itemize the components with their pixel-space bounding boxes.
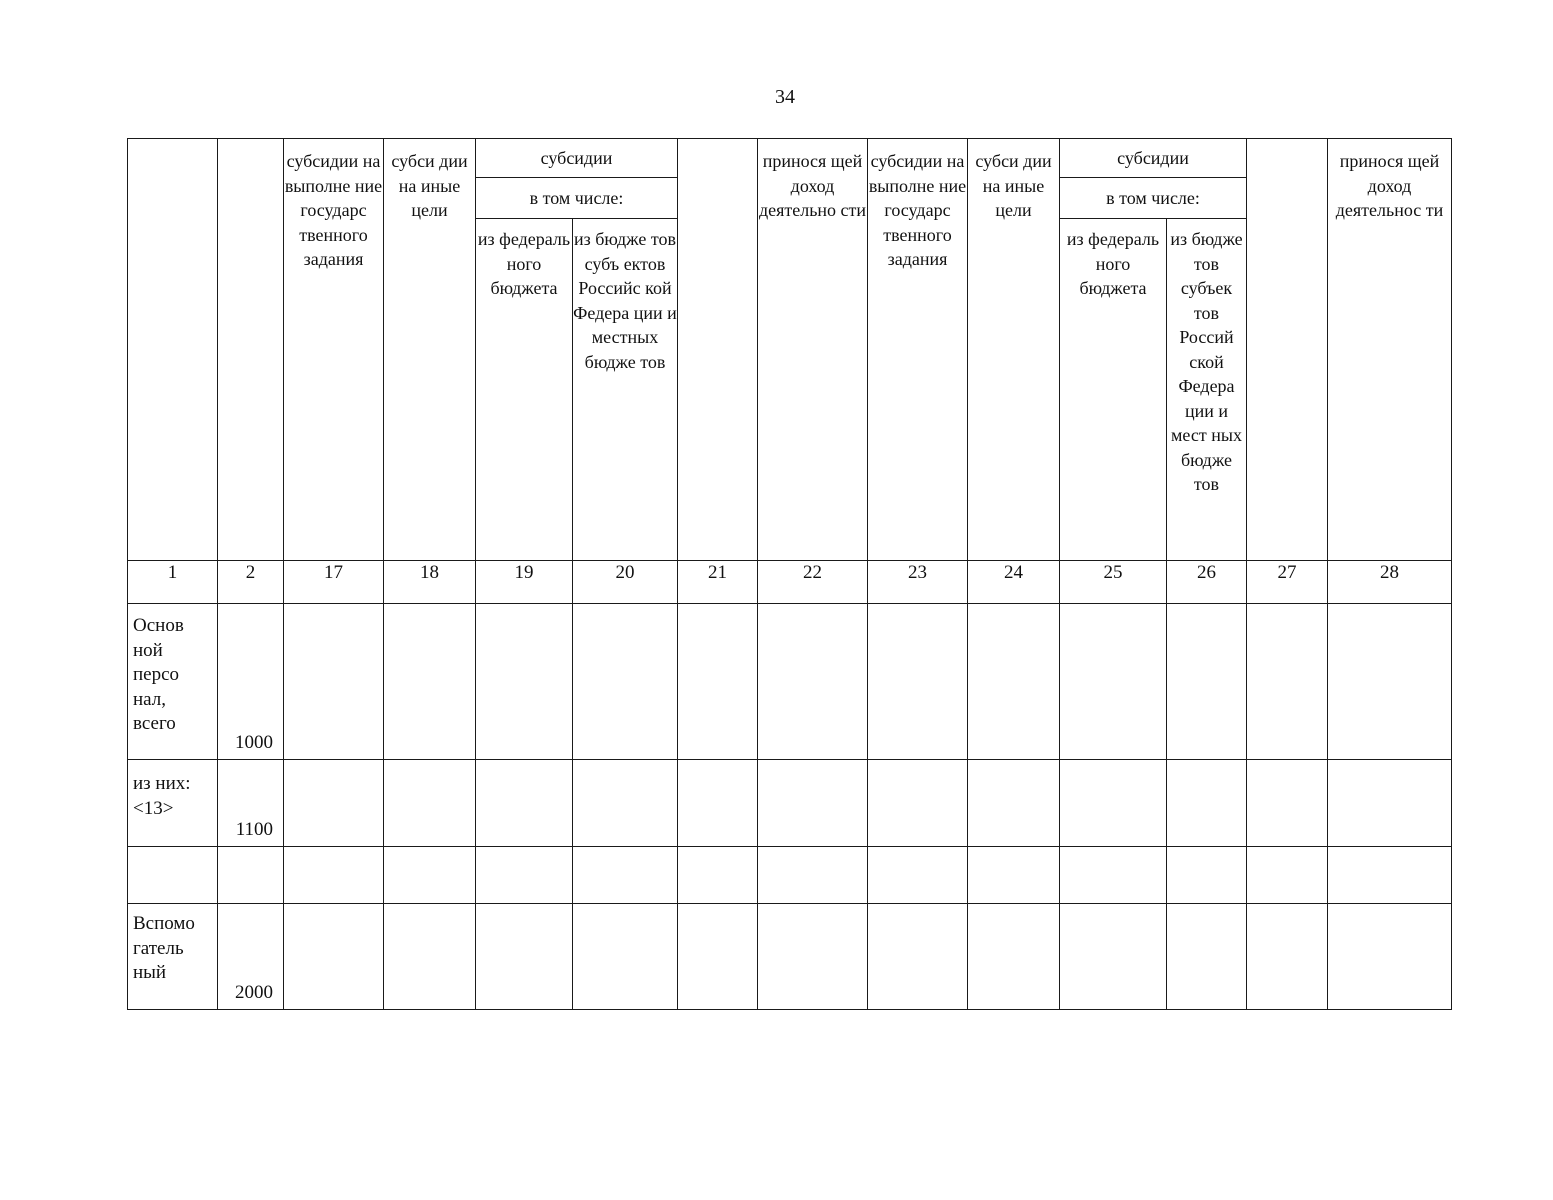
data-cell: [1328, 904, 1452, 1010]
data-cell: [284, 760, 384, 847]
data-cell: [1328, 604, 1452, 760]
table-row: [128, 847, 1452, 904]
column-number: 20: [573, 561, 678, 604]
column-number: 28: [1328, 561, 1452, 604]
header-col-20: из бюдже тов субъ ектов Российс кой Федера ции и местных бюдже тов: [573, 219, 678, 561]
data-cell: [476, 847, 573, 904]
data-cell: [476, 904, 573, 1010]
header-col-17: субсидии на выполне ние государс твенного задания: [284, 139, 384, 561]
data-cell: [573, 760, 678, 847]
page-number: 34: [775, 86, 795, 108]
row-code: 1000: [218, 604, 284, 760]
data-cell: [384, 760, 476, 847]
column-number: 26: [1167, 561, 1247, 604]
data-cell: [384, 604, 476, 760]
staff-funding-table: [127, 138, 1452, 1010]
column-number: 18: [384, 561, 476, 604]
data-cell: [678, 904, 758, 1010]
data-cell: [758, 904, 868, 1010]
header-col-23: субсидии на выполне ние государс твенного задания: [868, 139, 968, 561]
column-number: 24: [968, 561, 1060, 604]
header-row-groups: [128, 139, 1452, 178]
header-group-subsidies-right: субсидии: [1060, 139, 1247, 178]
data-cell: [1247, 847, 1328, 904]
data-cell: [868, 847, 968, 904]
column-number: 19: [476, 561, 573, 604]
column-number: 25: [1060, 561, 1167, 604]
data-cell: [573, 847, 678, 904]
data-cell: [284, 904, 384, 1010]
column-number: 17: [284, 561, 384, 604]
data-cell: [1328, 760, 1452, 847]
header-col-21: [678, 139, 758, 561]
data-cell: [678, 760, 758, 847]
data-cell: [1167, 847, 1247, 904]
header-col-24: субси дии на иные цели: [968, 139, 1060, 561]
data-cell: [284, 847, 384, 904]
column-number: 27: [1247, 561, 1328, 604]
data-cell: [1247, 760, 1328, 847]
data-cell: [573, 604, 678, 760]
header-col-25: из федераль ного бюджета: [1060, 219, 1167, 561]
header-col-18: субси дии на иные цели: [384, 139, 476, 561]
data-cell: [758, 760, 868, 847]
data-cell: [1060, 847, 1167, 904]
data-cell: [758, 847, 868, 904]
data-cell: [1247, 904, 1328, 1010]
row-label: Вспомо гатель ный: [128, 904, 218, 1010]
data-cell: [1060, 760, 1167, 847]
header-col-2: [218, 139, 284, 561]
column-number: 2: [218, 561, 284, 604]
data-cell: [1167, 604, 1247, 760]
header-group-subsidies-left: субсидии: [476, 139, 678, 178]
data-cell: [968, 760, 1060, 847]
column-number: 1: [128, 561, 218, 604]
data-cell: [1328, 847, 1452, 904]
data-cell: [1167, 760, 1247, 847]
header-col-27: [1247, 139, 1328, 561]
row-code: [218, 847, 284, 904]
row-code: 1100: [218, 760, 284, 847]
data-cell: [384, 847, 476, 904]
data-cell: [1247, 604, 1328, 760]
header-col-19: из федераль ного бюджета: [476, 219, 573, 561]
data-cell: [968, 604, 1060, 760]
row-label: [128, 847, 218, 904]
data-cell: [678, 847, 758, 904]
data-cell: [968, 847, 1060, 904]
table-row: [128, 604, 1452, 760]
data-cell: [384, 904, 476, 1010]
data-cell: [1060, 904, 1167, 1010]
row-label: из них: <13>: [128, 760, 218, 847]
header-col-28: принося щей доход деятельнос ти: [1328, 139, 1452, 561]
header-col-22: принося щей доход деятельно сти: [758, 139, 868, 561]
data-cell: [868, 760, 968, 847]
column-number: 23: [868, 561, 968, 604]
header-col-1: [128, 139, 218, 561]
header-subgroup-including-right: в том числе:: [1060, 178, 1247, 219]
header-col-26: из бюдже тов субъек тов Россий ской Федера ции и мест ных бюдже тов: [1167, 219, 1247, 561]
column-number: 22: [758, 561, 868, 604]
data-cell: [968, 904, 1060, 1010]
data-cell: [476, 604, 573, 760]
data-cell: [573, 904, 678, 1010]
table-row: [128, 904, 1452, 1010]
data-cell: [284, 604, 384, 760]
header-subgroup-including-left: в том числе:: [476, 178, 678, 219]
data-cell: [1060, 604, 1167, 760]
data-cell: [1167, 904, 1247, 1010]
column-number: 21: [678, 561, 758, 604]
table-row: [128, 760, 1452, 847]
data-cell: [678, 604, 758, 760]
data-cell: [476, 760, 573, 847]
data-cell: [868, 904, 968, 1010]
row-code: 2000: [218, 904, 284, 1010]
row-label: Основ ной персо нал, всего: [128, 604, 218, 760]
data-cell: [868, 604, 968, 760]
data-cell: [758, 604, 868, 760]
column-number-row: [128, 561, 1452, 604]
